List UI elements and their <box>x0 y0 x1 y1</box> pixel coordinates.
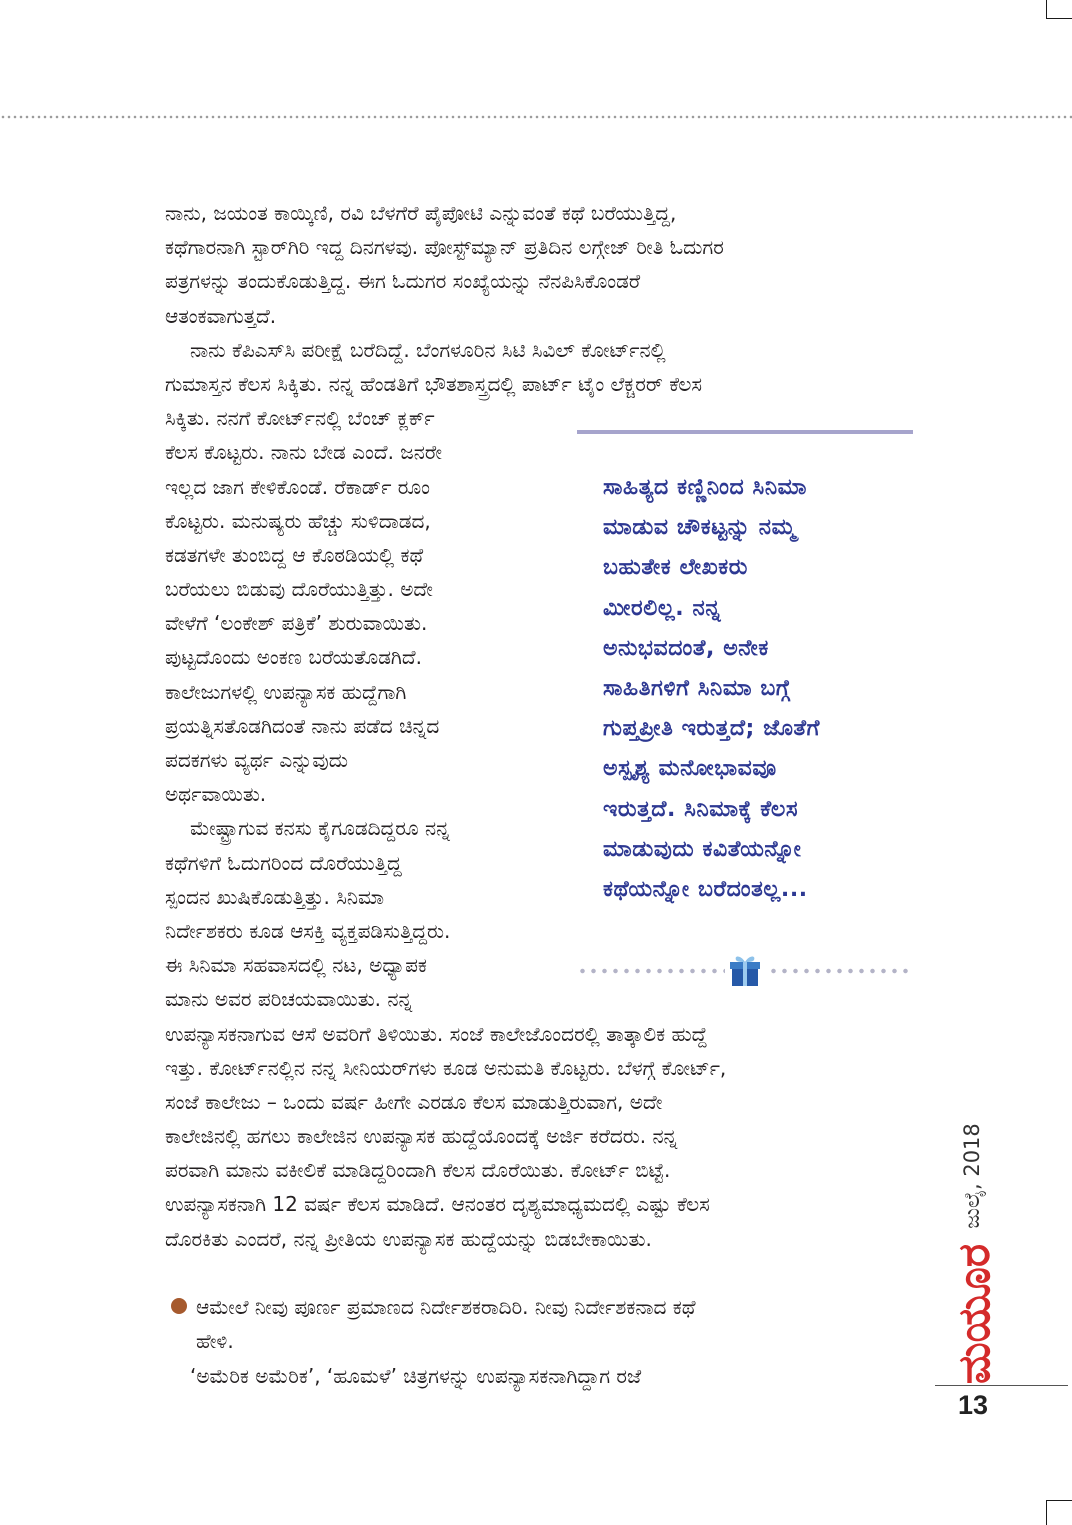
pullquote <box>603 468 915 910</box>
question-line: ಆಮೇಲೆ ನೀವು ಪೂರ್ಣ ಪ್ರಮಾಣದ ನಿರ್ದೇಶಕರಾದಿರಿ. ನೀವು ನಿರ್ದೇಶಕನಾದ ಕಥೆ <box>196 1295 696 1319</box>
text-line: ಸಿಕ್ಕಿತು. ನನಗೆ ಕೋರ್ಟ್‌ನಲ್ಲಿ ಬೆಂಚ್ ಕ್ಲರ್ಕ್ <box>165 406 435 431</box>
bullet-dot-icon <box>171 1298 187 1314</box>
text-line: ವೇಳೆಗೆ ‘ಲಂಕೇಶ್ ಪತ್ರಿಕೆ’ ಶುರುವಾಯಿತು. <box>165 611 428 636</box>
text-line: ಕಥೆಗಾರನಾಗಿ ಸ್ಟಾರ್‌ಗಿರಿ ಇದ್ದ ದಿನಗಳವು. ಪೋಸ್ಟ್‌ಮ್ಯಾನ್ ಪ್ರತಿದಿನ ಲಗ್ಗೇಜ್ ರೀತಿ ಓದುಗರ <box>165 235 724 260</box>
text-line: ಉಪನ್ಯಾಸಕನಾಗುವ ಆಸೆ ಅವರಿಗೆ ತಿಳಿಯಿತು. ಸಂಜೆ ಕಾಲೇಜೊಂದರಲ್ಲಿ ತಾತ್ಕಾಲಿಕ ಹುದ್ದೆ <box>165 1021 708 1046</box>
interview-question <box>196 1290 916 1358</box>
pullquote-line: ಮಾಡುವ ಚೌಕಟ್ಟನ್ನು ನಮ್ಮ <box>603 515 797 541</box>
text-line: ಪತ್ರಗಳನ್ನು ತಂದುಕೊಡುತ್ತಿದ್ದ. ಈಗ ಓದುಗರ ಸಂಖ್ಯೆಯನ್ನು ನೆನಪಿಸಿಕೊಂಡರೆ <box>165 269 641 294</box>
header-dotted-rule <box>0 115 1072 119</box>
text-line: ನಿರ್ದೇಶಕರು ಕೂಡ ಆಸಕ್ತಿ ವ್ಯಕ್ತಪಡಿಸುತ್ತಿದ್ದರು. <box>165 918 451 943</box>
text-line: ಸಂಜೆ ಕಾಲೇಜು – ಒಂದು ವರ್ಷ ಹೀಗೇ ಎರಡೂ ಕೆಲಸ ಮಾಡುತ್ತಿರುವಾಗ, ಅದೇ <box>165 1089 663 1114</box>
text-line: ಸ್ಪಂದನ ಖುಷಿಕೊಡುತ್ತಿತ್ತು. ಸಿನಿಮಾ <box>165 884 385 909</box>
text-line: ಅರ್ಥವಾಯಿತು. <box>165 782 267 807</box>
text-line: ಕಡತಗಳೇ ತುಂಬಿದ್ದ ಆ ಕೊಠಡಿಯಲ್ಲಿ ಕಥೆ <box>165 542 424 567</box>
text-line: ಕಾಲೇಜಿನಲ್ಲಿ ಹಗಲು ಕಾಲೇಜಿನ ಉಪನ್ಯಾಸಕ ಹುದ್ದೆಯೊಂದಕ್ಕೆ ಅರ್ಜಿ ಕರೆದರು. ನನ್ನ <box>165 1124 678 1149</box>
text-line: ಪದಕಗಳು ವ್ಯರ್ಥ ಎನ್ನುವುದು <box>165 748 348 772</box>
pullquote-line: ಇರುತ್ತದೆ. ಸಿನಿಮಾಕ್ಕೆ ಕೆಲಸ <box>603 796 799 822</box>
pullquote-line: ಅಸ್ಪೃಶ್ಯ ಮನೋಭಾವವೂ <box>603 756 777 782</box>
magazine-logo: ಮಯೂರ <box>949 1243 1000 1385</box>
gift-box-icon <box>728 953 762 987</box>
text-line: ನಾನು ಕೆಪಿಎಸ್‌ಸಿ ಪರೀಕ್ಷೆ ಬರೆದಿದ್ದೆ. ಬೆಂಗಳೂರಿನ ಸಿಟಿ ಸಿವಿಲ್ ಕೋರ್ಟ್‌ನಲ್ಲಿ <box>190 337 666 362</box>
pullquote-line: ಸಾಹಿತ್ಯದ ಕಣ್ಣಿನಿಂದ ಸಿನಿಮಾ <box>603 475 807 500</box>
text-line: ಗುಮಾಸ್ತನ ಕೆಲಸ ಸಿಕ್ಕಿತು. ನನ್ನ ಹೆಂಡತಿಗೆ ಭೌತಶಾಸ್ತ್ರದಲ್ಲಿ ಪಾರ್ಟ್ ಟೈಂ ಲೆಕ್ಚರರ್ ಕೆಲಸ <box>165 371 703 396</box>
pullquote-line: ಮೀರಲಿಲ್ಲ. ನನ್ನ <box>603 595 722 621</box>
text-line: ಮೇಷ್ಟ್ರಾಗುವ ಕನಸು ಕೈಗೂಡದಿದ್ದರೂ ನನ್ನ <box>190 816 450 841</box>
text-line: ನಾನು, ಜಯಂತ ಕಾಯ್ಕಿಣಿ, ರವಿ ಬೆಳಗೆರೆ ಪೈಪೋಟಿ ಎನ್ನುವಂತೆ ಕಥೆ ಬರೆಯುತ್ತಿದ್ದ, <box>165 201 677 225</box>
pullquote-line: ಕಥೆಯನ್ನೋ ಬರೆದಂತಲ್ಲ... <box>603 876 808 902</box>
text-line: ಪರವಾಗಿ ಮಾನು ವಕೀಲಿಕೆ ಮಾಡಿದ್ದರಿಂದಾಗಿ ಕೆಲಸ ದೊರೆಯಿತು. ಕೋರ್ಟ್ ಬಿಟ್ಟೆ. <box>165 1158 671 1183</box>
text-line: ಕೊಟ್ಟರು. ಮನುಷ್ಯರು ಹೆಚ್ಚು ಸುಳಿದಾಡದ, <box>165 508 431 533</box>
issue-date: ಜುಲೈ, 2018 <box>960 1123 984 1229</box>
pullquote-line: ಮಾಡುವುದು ಕವಿತೆಯನ್ನೋ <box>603 836 802 862</box>
text-line: ಪ್ರಯತ್ನಿಸತೊಡಗಿದಂತೆ ನಾನು ಪಡೆದ ಚಿನ್ನದ <box>165 713 440 738</box>
folio-rule <box>935 1385 1068 1386</box>
text-line: ಉಪನ್ಯಾಸಕನಾಗಿ 12 ವರ್ಷ ಕೆಲಸ ಮಾಡಿದೆ. ಆನಂತರ ದೃಶ್ಯಮಾಧ್ಯಮದಲ್ಲಿ ಎಷ್ಟು ಕೆಲಸ <box>165 1192 710 1217</box>
text-line: ಇಲ್ಲದ ಜಾಗ ಕೇಳಿಕೊಂಡೆ. ರೆಕಾರ್ಡ್ ರೂಂ <box>165 474 431 499</box>
text-line: ಆತಂಕವಾಗುತ್ತದೆ. <box>165 303 277 328</box>
text-line: ಪುಟ್ಟದೊಂದು ಅಂಕಣ ಬರೆಯತೊಡಗಿದೆ. <box>165 645 422 670</box>
text-line: ಇತ್ತು. ಕೋರ್ಟ್‌ನಲ್ಲಿನ ನನ್ನ ಸೀನಿಯರ್‌ಗಳು ಕೂಡ ಅನುಮತಿ ಕೊಟ್ಟರು. ಬೆಳಗ್ಗೆ ಕೋರ್ಟ್, <box>165 1055 727 1080</box>
pullquote-line: ಬಹುತೇಕ ಲೇಖಕರು <box>603 555 748 581</box>
pullquote-top-rule <box>577 430 913 434</box>
crop-mark-top-right <box>1046 0 1072 19</box>
text-line: ದೊರಕಿತು ಎಂದರೆ, ನನ್ನ ಪ್ರೀತಿಯ ಉಪನ್ಯಾಸಕ ಹುದ್ದೆಯನ್ನು ಬಿಡಬೇಕಾಯಿತು. <box>165 1226 652 1251</box>
answer-line: ‘ಅಮೆರಿಕ ಅಮೆರಿಕ’, ‘ಹೂಮಳೆ’ ಚಿತ್ರಗಳನ್ನು ಉಪನ್ಯಾಸಕನಾಗಿದ್ದಾಗ ರಜೆ <box>190 1364 642 1388</box>
pullquote-line: ಗುಪ್ತಪ್ರೀತಿ ಇರುತ್ತದೆ; ಜೊತೆಗೆ <box>603 716 821 742</box>
pullquote-line: ಸಾಹಿತಿಗಳಿಗೆ ಸಿನಿಮಾ ಬಗ್ಗೆ <box>603 675 791 701</box>
text-line: ಕಥೆಗಳಿಗೆ ಓದುಗರಿಂದ ದೊರೆಯುತ್ತಿದ್ದ <box>165 850 402 875</box>
paragraph <box>165 196 925 333</box>
text-line: ಮಾನು ಅವರ ಪರಿಚಯವಾಯಿತು. ನನ್ನ <box>165 987 413 1012</box>
pullquote-dotted-separator-right <box>768 968 914 974</box>
text-line: ಬರೆಯಲು ಬಿಡುವು ದೊರೆಯುತ್ತಿತ್ತು. ಅದೇ <box>165 577 433 602</box>
text-line: ಕೆಲಸ ಕೊಟ್ಟರು. ನಾನು ಬೇಡ ಎಂದೆ. ಜನರೇ <box>165 440 442 465</box>
question-line: ಹೇಳಿ. <box>196 1329 234 1354</box>
pullquote-line: ಅನುಭವದಂತೆ, ಅನೇಕ <box>603 635 769 661</box>
text-line: ಈ ಸಿನಿಮಾ ಸಹವಾಸದಲ್ಲಿ ನಟ, ಅಧ್ಯಾಪಕ <box>165 953 427 978</box>
crop-mark-bottom-right <box>1046 1500 1072 1525</box>
pullquote-dotted-separator-left <box>577 968 725 974</box>
interview-answer <box>190 1359 910 1393</box>
text-line: ಕಾಲೇಜುಗಳಲ್ಲಿ ಉಪನ್ಯಾಸಕ ಹುದ್ದೆಗಾಗಿ <box>165 679 407 704</box>
page-number: 13 <box>958 1390 989 1420</box>
